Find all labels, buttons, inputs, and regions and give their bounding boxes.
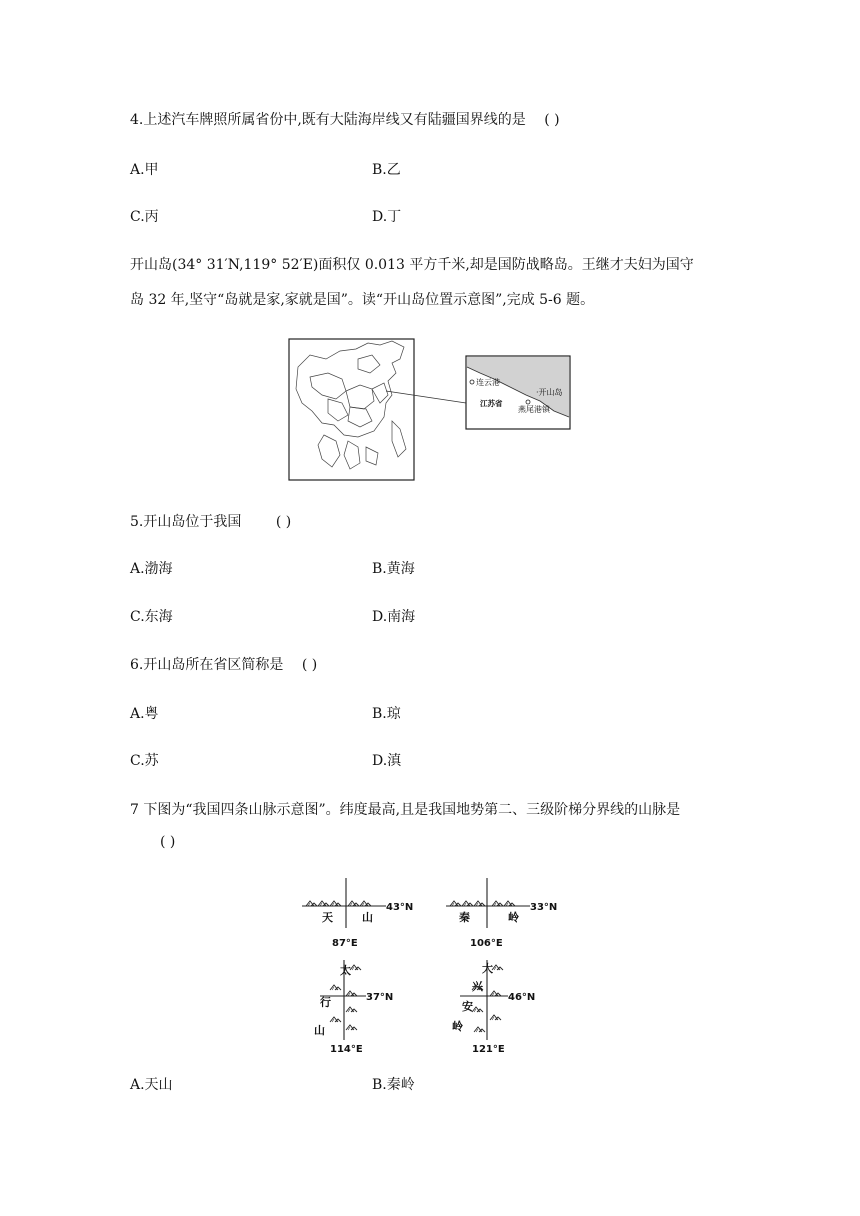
tianshan-lat-label: 43°N: [386, 902, 414, 913]
q5-option-d: D.南海: [372, 609, 416, 625]
yanweigang-label: 燕尾港镇: [518, 405, 550, 414]
taihang-lon-label: 114°E: [330, 1044, 363, 1055]
lianyungang-label: 连云港: [476, 378, 500, 387]
daxinganling-char-1: 大: [482, 962, 493, 975]
daxinganling-char-4: 岭: [452, 1020, 463, 1033]
q5-option-a: A.渤海: [130, 561, 173, 577]
yanweigang-marker: [526, 400, 530, 404]
q4-option-b: B.乙: [372, 162, 401, 178]
four-mountains-figure: [296, 872, 566, 1057]
q4-stem-text: 4.上述汽车牌照所属省份中,既有大陆海岸线又有陆疆国界线的是: [130, 112, 526, 128]
q4-option-a: A.甲: [130, 162, 159, 178]
daxinganling-char-3: 安: [462, 1000, 473, 1013]
lianyungang-marker: [470, 380, 474, 384]
qinling-panel: [446, 878, 557, 949]
q7-option-b: B.秦岭: [372, 1077, 415, 1093]
q6-option-d: D.滇: [372, 753, 402, 769]
taihang-char-3: 山: [314, 1024, 325, 1037]
tianshan-char-2: 山: [362, 911, 373, 924]
qinling-char-1: 秦: [459, 911, 470, 924]
q6-stem-text: 6.开山岛所在省区简称是: [130, 657, 284, 673]
qinling-lat-label: 33°N: [530, 902, 558, 913]
daxinganling-panel: [452, 960, 535, 1055]
china-map-frame: [289, 339, 414, 480]
q7-stem: 7 下图为“我国四条山脉示意图”。纬度最高,且是我国地势第二、三级阶梯分界线的山脉是: [130, 802, 681, 818]
q5-answer-paren: ( ): [275, 514, 292, 530]
taihang-panel: [314, 960, 393, 1055]
qinling-char-2: 岭: [508, 911, 519, 924]
q6-stem: [130, 655, 317, 675]
taihang-lat-label: 37°N: [366, 992, 394, 1003]
q5-option-c: C.东海: [130, 609, 173, 625]
q4-answer-paren: ( ): [544, 112, 560, 128]
taihang-char-2: 行: [320, 996, 331, 1009]
q5-stem: [130, 512, 291, 532]
taihang-char-1: 太: [340, 964, 351, 977]
kaishan-island-location-map: [288, 337, 573, 482]
q6-option-c: C.苏: [130, 753, 159, 769]
passage-line-1: 开山岛(34° 31′N,119° 52′E)面积仅 0.013 平方千米,却是国防战略岛。王继才夫妇为国守: [130, 257, 694, 273]
passage-line-2: 岛 32 年,坚守“岛就是家,家就是国”。读“开山岛位置示意图”,完成 5-6 题。: [130, 292, 595, 308]
kaishandao-label: ·开山岛: [536, 388, 563, 397]
q5-option-b: B.黄海: [372, 561, 415, 577]
daxinganling-lat-label: 46°N: [508, 992, 536, 1003]
q7-answer-paren: ( ): [160, 834, 176, 850]
tianshan-char-1: 天: [322, 911, 333, 924]
q6-answer-paren: ( ): [301, 657, 318, 673]
q4-option-d: D.丁: [372, 209, 402, 225]
qinling-lon-label: 106°E: [470, 938, 503, 949]
tianshan-panel: [302, 878, 413, 949]
q4-option-c: C.丙: [130, 209, 159, 225]
q6-option-a: A.粤: [130, 706, 159, 722]
jiangsu-label: 江苏省: [480, 399, 503, 408]
q4-stem: [130, 110, 560, 130]
daxinganling-char-2: 兴: [472, 980, 483, 993]
q5-stem-text: 5.开山岛位于我国: [130, 514, 242, 530]
q7-option-a: A.天山: [130, 1077, 173, 1093]
q6-option-b: B.琼: [372, 706, 401, 722]
daxinganling-lon-label: 121°E: [472, 1044, 505, 1055]
tianshan-lon-label: 87°E: [332, 938, 358, 949]
